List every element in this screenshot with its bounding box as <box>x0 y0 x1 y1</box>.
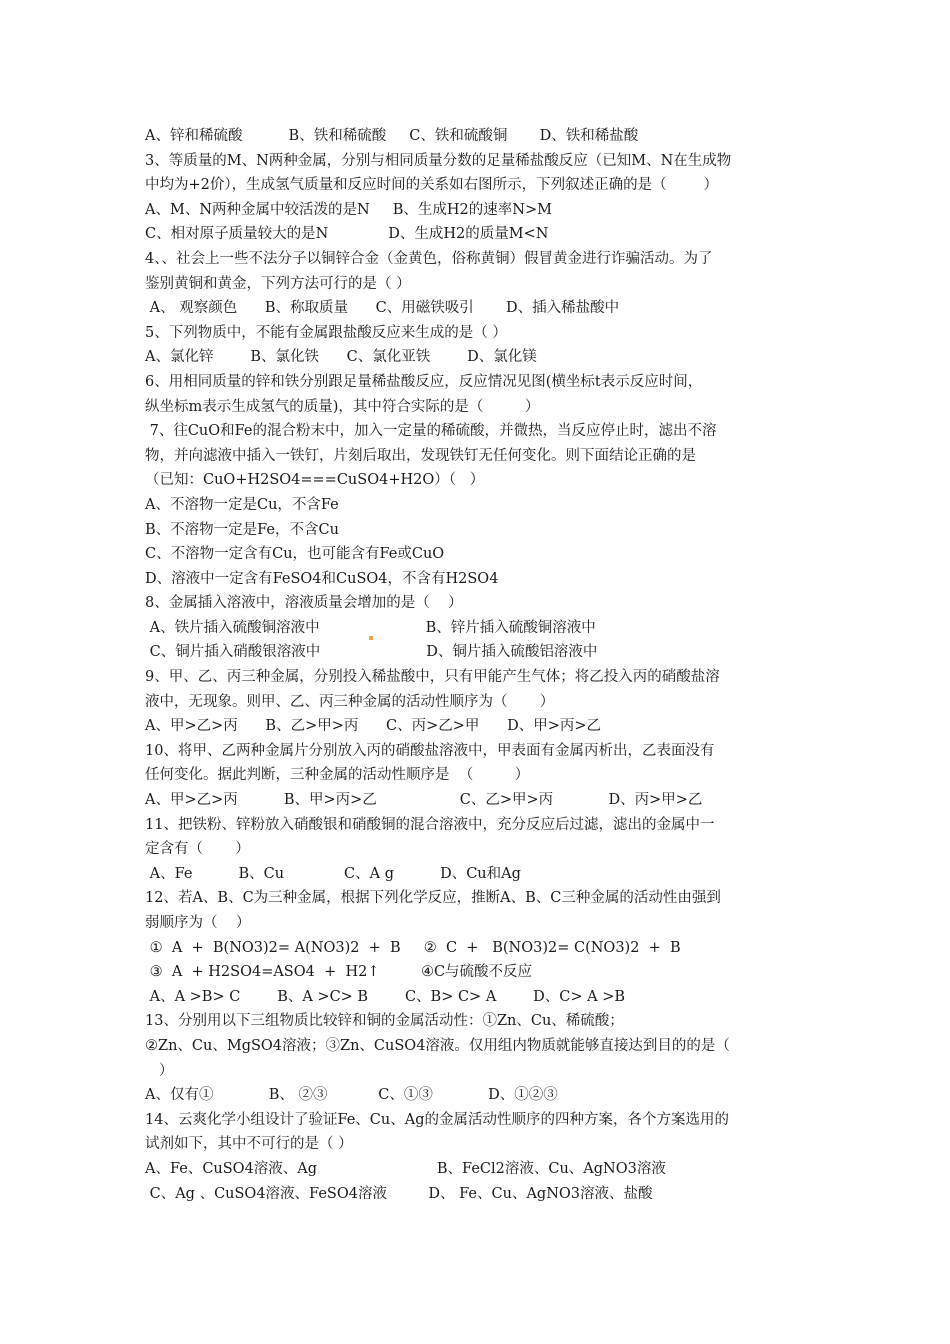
q10-stem-line2: 任何变化。据此判断，三种金属的活动性顺序是 （ ） <box>145 767 530 784</box>
q7-stem-line1: 7、往CuO和Fe的混合粉末中，加入一定量的稀硫酸，并微热，当反应停止时，滤出不溶 <box>145 423 717 440</box>
q12-stem-line2: 弱顺序为（ ） <box>145 915 251 931</box>
q12-reactions-3-4: ③ A + H2SO4=ASO4 + H2↑ ④C与硫酸不反应 <box>145 964 533 981</box>
q14-stem-line2: 试剂如下，其中不可行的是（ ） <box>145 1136 353 1153</box>
q4-stem-line1: 4、、社会上一些不法分子以铜锌合金（金黄色，俗称黄铜）假冒黄金进行诈骗活动。为了 <box>145 250 713 267</box>
q4-options: A、 观察颜色 B、称取质量 C、用磁铁吸引 D、插入稀盐酸中 <box>145 300 620 317</box>
q13-stem-line2: ②Zn、Cu、MgSO4溶液；③Zn、CuSO4溶液。仅用组内物质就能够直接达到目的的是（ <box>145 1037 730 1054</box>
q11-stem-line1: 11、把铁粉、锌粉放入硝酸银和硝酸铜的混合溶液中，充分反应后过滤，滤出的金属中一 <box>145 816 715 833</box>
q5-stem: 5、下列物质中，不能有金属跟盐酸反应来生成的是（ ） <box>145 324 507 341</box>
q5-options: A、氯化锌 B、氯化铁 C、氯化亚铁 D、氯化镁 <box>145 349 537 366</box>
stray-mark <box>369 636 373 640</box>
q3-options-ab: A、M、N两种金属中较活泼的是N B、生成H2的速率N>M <box>145 201 552 218</box>
q8-stem: 8、金属插入溶液中，溶液质量会增加的是（ ） <box>145 595 463 612</box>
q6-stem-line2: 纵坐标m表示生成氢气的质量)，其中符合实际的是（ ） <box>145 398 540 415</box>
q2-options: A、锌和稀硫酸 B、铁和稀硫酸 C、铁和硫酸铜 D、铁和稀盐酸 <box>145 128 639 144</box>
q8-options-ab: A、铁片插入硫酸铜溶液中 B、锌片插入硫酸铜溶液中 <box>145 619 596 636</box>
q8-options-cd: C、铜片插入硝酸银溶液中 D、铜片插入硫酸铝溶液中 <box>145 644 598 661</box>
q14-stem-line1: 14、云爽化学小组设计了验证Fe、Cu、Ag的金属活动性顺序的四种方案，各个方案选用的 <box>145 1111 729 1128</box>
q3-stem-line2: 中均为+2价），生成氢气质量和反应时间的关系如右图所示，下列叙述正确的是（ ） <box>145 177 718 194</box>
q7-option-a: A、不溶物一定是Cu，不含Fe <box>145 496 339 513</box>
q10-stem-line1: 10、将甲、乙两种金属片分别放入丙的硝酸盐溶液中，甲表面有金属丙析出，乙表面没有 <box>145 742 715 759</box>
q13-stem-line1: 13、分别用以下三组物质比较锌和铜的金属活动性：①Zn、Cu、稀硫酸； <box>145 1013 624 1030</box>
q3-stem-line1: 3、等质量的M、N两种金属，分别与相同质量分数的足量稀盐酸反应（已知M、N在生成物 <box>145 152 732 169</box>
q3-options-cd: C、相对原子质量较大的是N D、生成H2的质量M<N <box>145 226 549 243</box>
q9-stem-line2: 液中，无现象。则甲、乙、丙三种金属的活动性顺序为（ ） <box>145 693 555 710</box>
q13-options: A、仅有① B、 ②③ C、①③ D、①②③ <box>145 1087 558 1104</box>
q9-options: A、甲>乙>丙 B、乙>甲>丙 C、丙>乙>甲 D、甲>丙>乙 <box>145 718 602 735</box>
q4-stem-line2: 鉴别黄铜和黄金，下列方法可行的是（ ） <box>145 275 411 292</box>
q10-options: A、甲>乙>丙 B、甲>丙>乙 C、乙>甲>丙 D、丙>甲>乙 <box>145 792 703 809</box>
document-body <box>145 124 815 1206</box>
q9-stem-line1: 9、甲、乙、丙三种金属，分别投入稀盐酸中，只有甲能产生气体；将乙投入丙的硝酸盐溶 <box>145 669 720 686</box>
q7-option-c: C、不溶物一定含有Cu，也可能含有Fe或CuO <box>145 546 445 563</box>
q7-stem-line2: 物，并向滤液中插入一铁钉，片刻后取出，发现铁钉无任何变化。则下面结论正确的是 <box>145 447 696 464</box>
q12-reactions-1-2: ① A + B(NO3)2= A(NO3)2 + B ② C + B(NO3)2= C(NO3)2 + B <box>145 939 681 956</box>
q12-options: A、A >B> C B、A >C> B C、B> C> A D、C> A >B <box>145 988 626 1005</box>
q7-stem-line3: （已知：CuO+H2SO4===CuSO4+H2O）（ ） <box>145 472 485 489</box>
q11-stem-line2: 定含有（ ） <box>145 841 250 858</box>
q12-stem-line1: 12、若A、B、C为三种金属，根据下列化学反应，推断A、B、C三种金属的活动性由强到 <box>145 890 721 907</box>
q7-option-d: D、溶液中一定含有FeSO4和CuSO4，不含有H2SO4 <box>145 570 499 587</box>
q13-stem-line3: ） <box>145 1062 174 1079</box>
q7-option-b: B、不溶物一定是Fe，不含Cu <box>145 521 339 538</box>
q11-options: A、Fe B、Cu C、A g D、Cu和Ag <box>145 865 521 882</box>
q14-options-ab: A、Fe、CuSO4溶液、Ag B、FeCl2溶液、Cu、AgNO3溶液 <box>145 1160 666 1177</box>
q14-options-cd: C、Ag 、CuSO4溶液、FeSO4溶液 D、 Fe、Cu、AgNO3溶液、盐酸 <box>145 1185 653 1202</box>
q6-stem-line1: 6、用相同质量的锌和铁分别跟足量稀盐酸反应，反应情况见图(横坐标t表示反应时间， <box>145 373 703 390</box>
